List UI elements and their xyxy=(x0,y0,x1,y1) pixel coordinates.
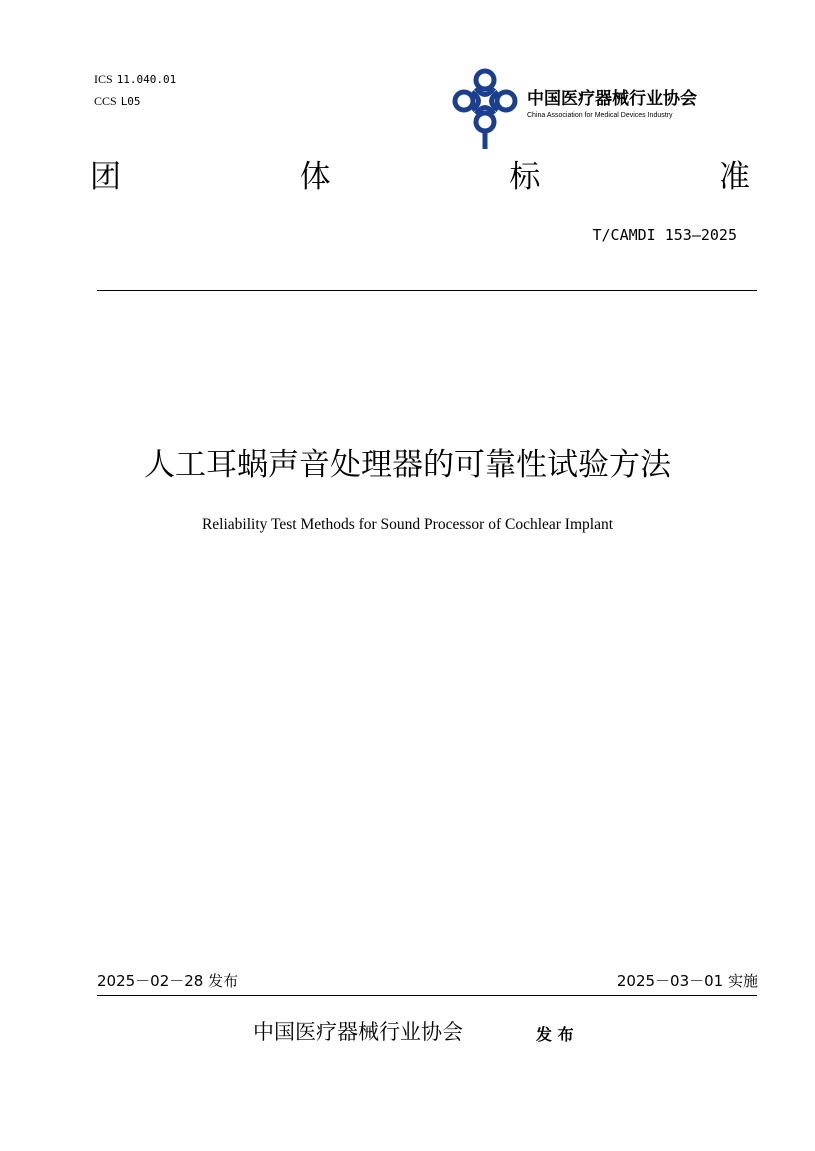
ics-line xyxy=(94,72,176,87)
standard-type-char: 标 xyxy=(509,159,541,195)
document-title-cn: 人工耳蜗声音处理器的可靠性试验方法 xyxy=(144,447,671,483)
standard-type-char: 体 xyxy=(299,159,331,195)
publish-label: 发 布 xyxy=(536,1025,574,1044)
standard-type-char: 准 xyxy=(718,159,750,195)
standard-type xyxy=(90,156,750,198)
ics-label: ICS xyxy=(94,72,113,86)
issue-date: 2025－02－28 发布 xyxy=(97,972,239,990)
implementation-date: 2025－03－01 实施 xyxy=(616,972,758,990)
standard-number: T/CAMDI 153—2025 xyxy=(592,226,737,244)
standard-type-char: 团 xyxy=(90,159,121,195)
ccs-code: L05 xyxy=(120,95,141,108)
header-divider xyxy=(97,290,757,291)
logo-name-en: China Association for Medical Devices Industry xyxy=(527,112,673,119)
ccs-label: CCS xyxy=(94,94,117,108)
publisher-name: 中国医疗器械行业协会 xyxy=(253,1020,463,1044)
ccs-line xyxy=(94,94,141,109)
association-logo-icon xyxy=(450,66,520,150)
logo-name-cn: 中国医疗器械行业协会 xyxy=(527,89,697,109)
document-title-en: Reliability Test Methods for Sound Processor of Cochlear Implant xyxy=(201,516,614,533)
ics-code: 11.040.01 xyxy=(116,73,177,86)
footer-divider xyxy=(97,995,757,996)
